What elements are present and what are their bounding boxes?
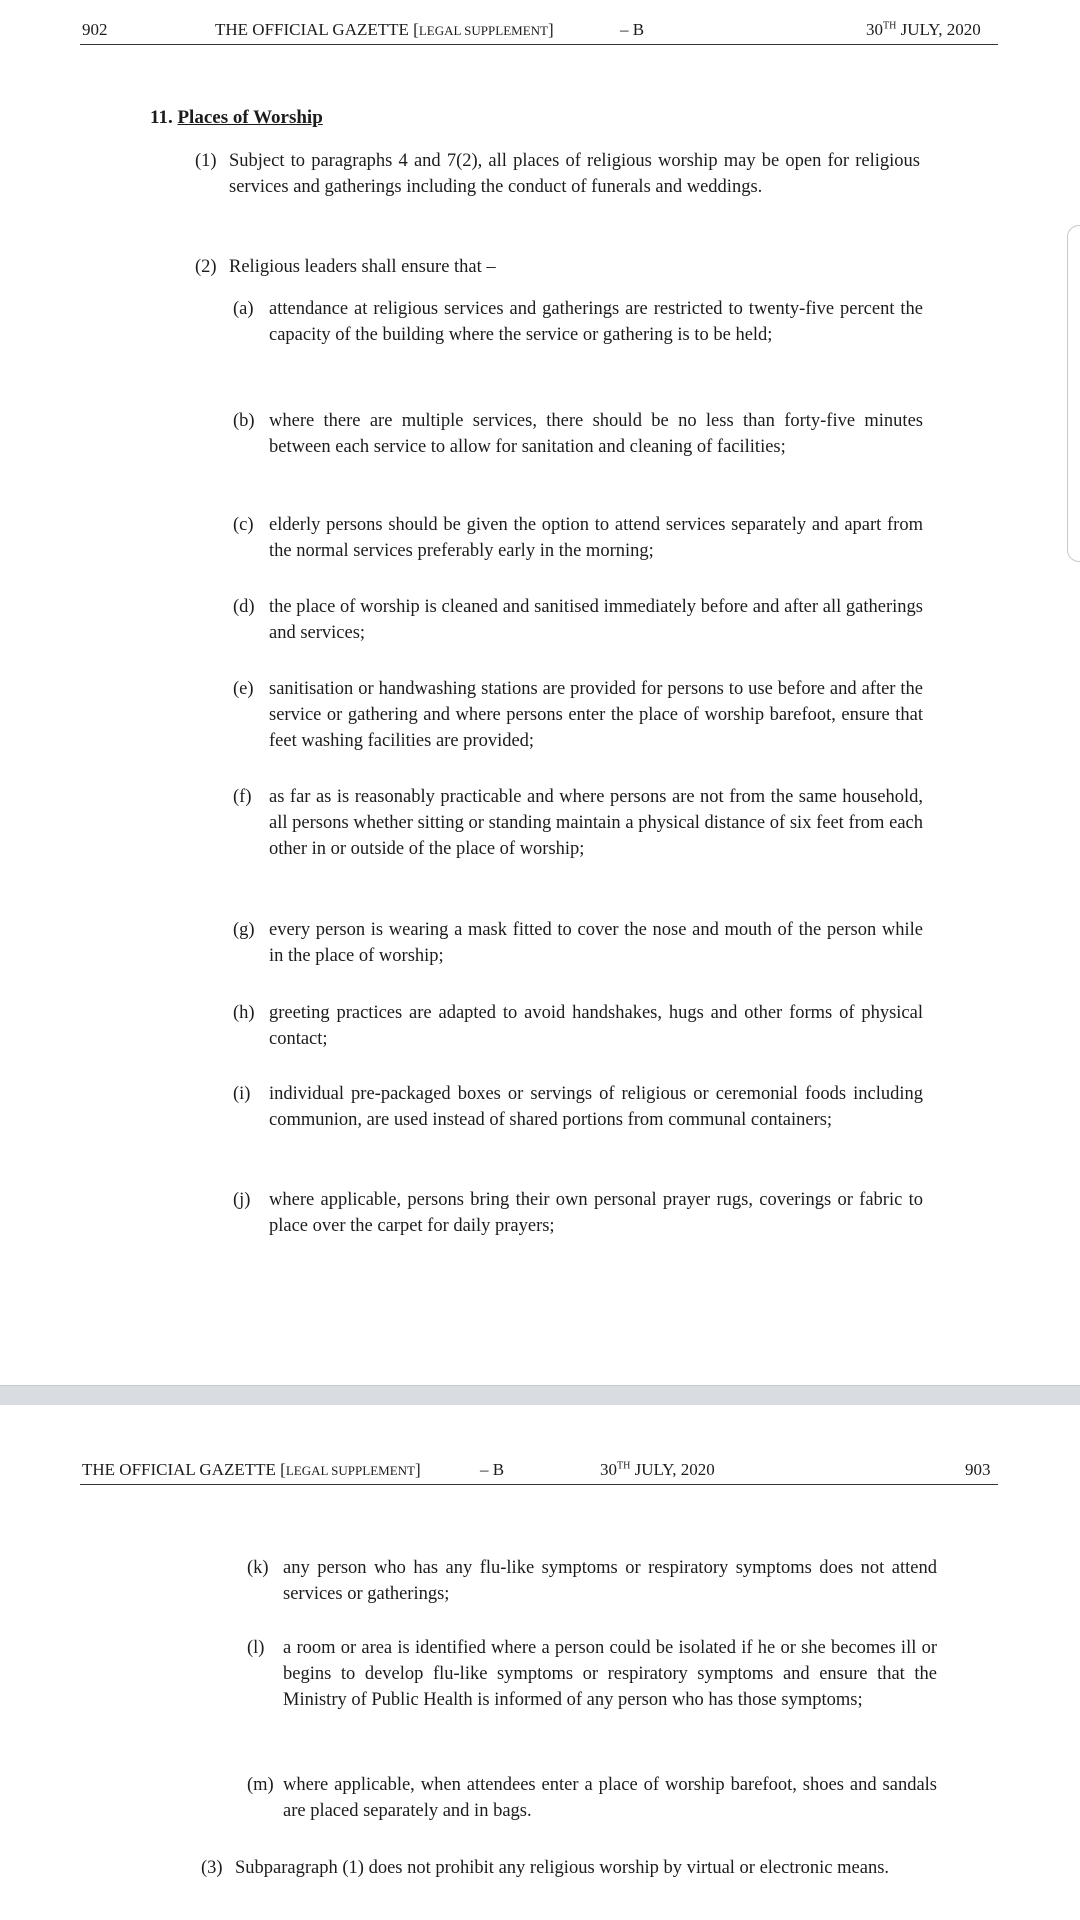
item-label: (e): [233, 679, 254, 699]
list-item: [233, 408, 923, 460]
paragraph-3: [201, 1855, 936, 1881]
list-item: [233, 1081, 923, 1133]
item-label: (f): [233, 787, 252, 807]
list-item: [233, 784, 923, 862]
item-text: a room or area is identified where a person could be isolated if he or she becomes ill or begins to develop flu-like symptoms or respiratory symptoms and ensure that the Ministry of Public Health is informed of any person who has those symptoms;: [283, 1638, 937, 1710]
item-label: (l): [247, 1638, 265, 1658]
gazette-title: THE OFFICIAL GAZETTE [LEGAL SUPPLEMENT]: [215, 20, 554, 39]
section-heading: Places of Worship: [177, 107, 323, 128]
list-item: [233, 594, 923, 646]
item-text: where there are multiple services, there should be no less than forty-five minutes between each service to allow for sanitation and cleaning of facilities;: [269, 411, 923, 457]
item-text: as far as is reasonably practicable and where persons are not from the same household, all persons whether sitting or standing maintain a physical distance of six feet from each other in or outside of the place of worship;: [269, 787, 923, 859]
gazette-part: – B: [480, 1460, 505, 1479]
item-label: (m): [247, 1775, 274, 1795]
list-item: [233, 676, 923, 754]
item-label: (g): [233, 920, 255, 940]
paragraph-label: (1): [195, 151, 217, 171]
paragraph-text: Subject to paragraphs 4 and 7(2), all places of religious worship may be open for religious services and gatherings including the conduct of funerals and weddings.: [229, 151, 920, 197]
paragraph-1: [195, 148, 920, 200]
paragraph-label: (3): [201, 1858, 223, 1878]
item-label: (h): [233, 1003, 255, 1023]
item-label: (k): [247, 1558, 269, 1578]
gazette-part: – B: [620, 20, 645, 39]
item-label: (i): [233, 1084, 251, 1104]
gazette-page-903: [0, 1405, 1080, 1920]
item-text: any person who has any flu-like symptoms or respiratory symptoms does not attend services or gatherings;: [283, 1558, 937, 1604]
paragraph-text: Religious leaders shall ensure that –: [229, 257, 496, 277]
page-header: [80, 1460, 998, 1485]
paragraph-label: (2): [195, 257, 217, 277]
item-label: (b): [233, 411, 255, 431]
side-scroll-handle[interactable]: [1067, 225, 1080, 562]
gazette-date: 30TH JULY, 2020: [866, 20, 981, 39]
item-text: where applicable, when attendees enter a place of worship barefoot, shoes and sandals are placed separately and in bags.: [283, 1775, 937, 1821]
section-title: [150, 107, 323, 129]
item-text: sanitisation or handwashing stations are provided for persons to use before and after the service or gathering and where persons enter the place of worship barefoot, ensure that feet washing facilities are provided;: [269, 679, 923, 751]
item-label: (c): [233, 515, 254, 535]
list-item: [233, 512, 923, 564]
page-separator: [0, 1385, 1080, 1407]
page-number: 902: [82, 20, 108, 39]
list-item: [247, 1555, 937, 1607]
list-item: [233, 1000, 923, 1052]
page-header: [80, 20, 998, 45]
section-number: 11.: [150, 107, 173, 128]
list-item: [233, 917, 923, 969]
paragraph-text: Subparagraph (1) does not prohibit any religious worship by virtual or electronic means.: [235, 1858, 890, 1878]
item-text: the place of worship is cleaned and sanitised immediately before and after all gatherings and services;: [269, 597, 923, 643]
item-text: where applicable, persons bring their own personal prayer rugs, coverings or fabric to place over the carpet for daily prayers;: [269, 1190, 923, 1236]
list-item: [247, 1772, 937, 1824]
list-item: [233, 1187, 923, 1239]
item-text: every person is wearing a mask fitted to cover the nose and mouth of the person while in the place of worship;: [269, 920, 923, 966]
item-label: (d): [233, 597, 255, 617]
item-label: (a): [233, 299, 254, 319]
item-text: individual pre-packaged boxes or servings of religious or ceremonial foods including communion, are used instead of shared portions from communal containers;: [269, 1084, 923, 1130]
gazette-date: 30TH JULY, 2020: [600, 1460, 715, 1479]
item-text: attendance at religious services and gatherings are restricted to twenty-five percent the capacity of the building where the service or gathering is to be held;: [269, 299, 923, 345]
item-text: elderly persons should be given the option to attend services separately and apart from the normal services preferably early in the morning;: [269, 515, 923, 561]
list-item: [233, 296, 923, 348]
page-number: 903: [965, 1460, 991, 1479]
item-text: greeting practices are adapted to avoid handshakes, hugs and other forms of physical contact;: [269, 1003, 923, 1049]
item-label: (j): [233, 1190, 251, 1210]
list-item: [247, 1635, 937, 1713]
gazette-title: THE OFFICIAL GAZETTE [LEGAL SUPPLEMENT]: [82, 1460, 421, 1479]
paragraph-2: [195, 254, 920, 280]
